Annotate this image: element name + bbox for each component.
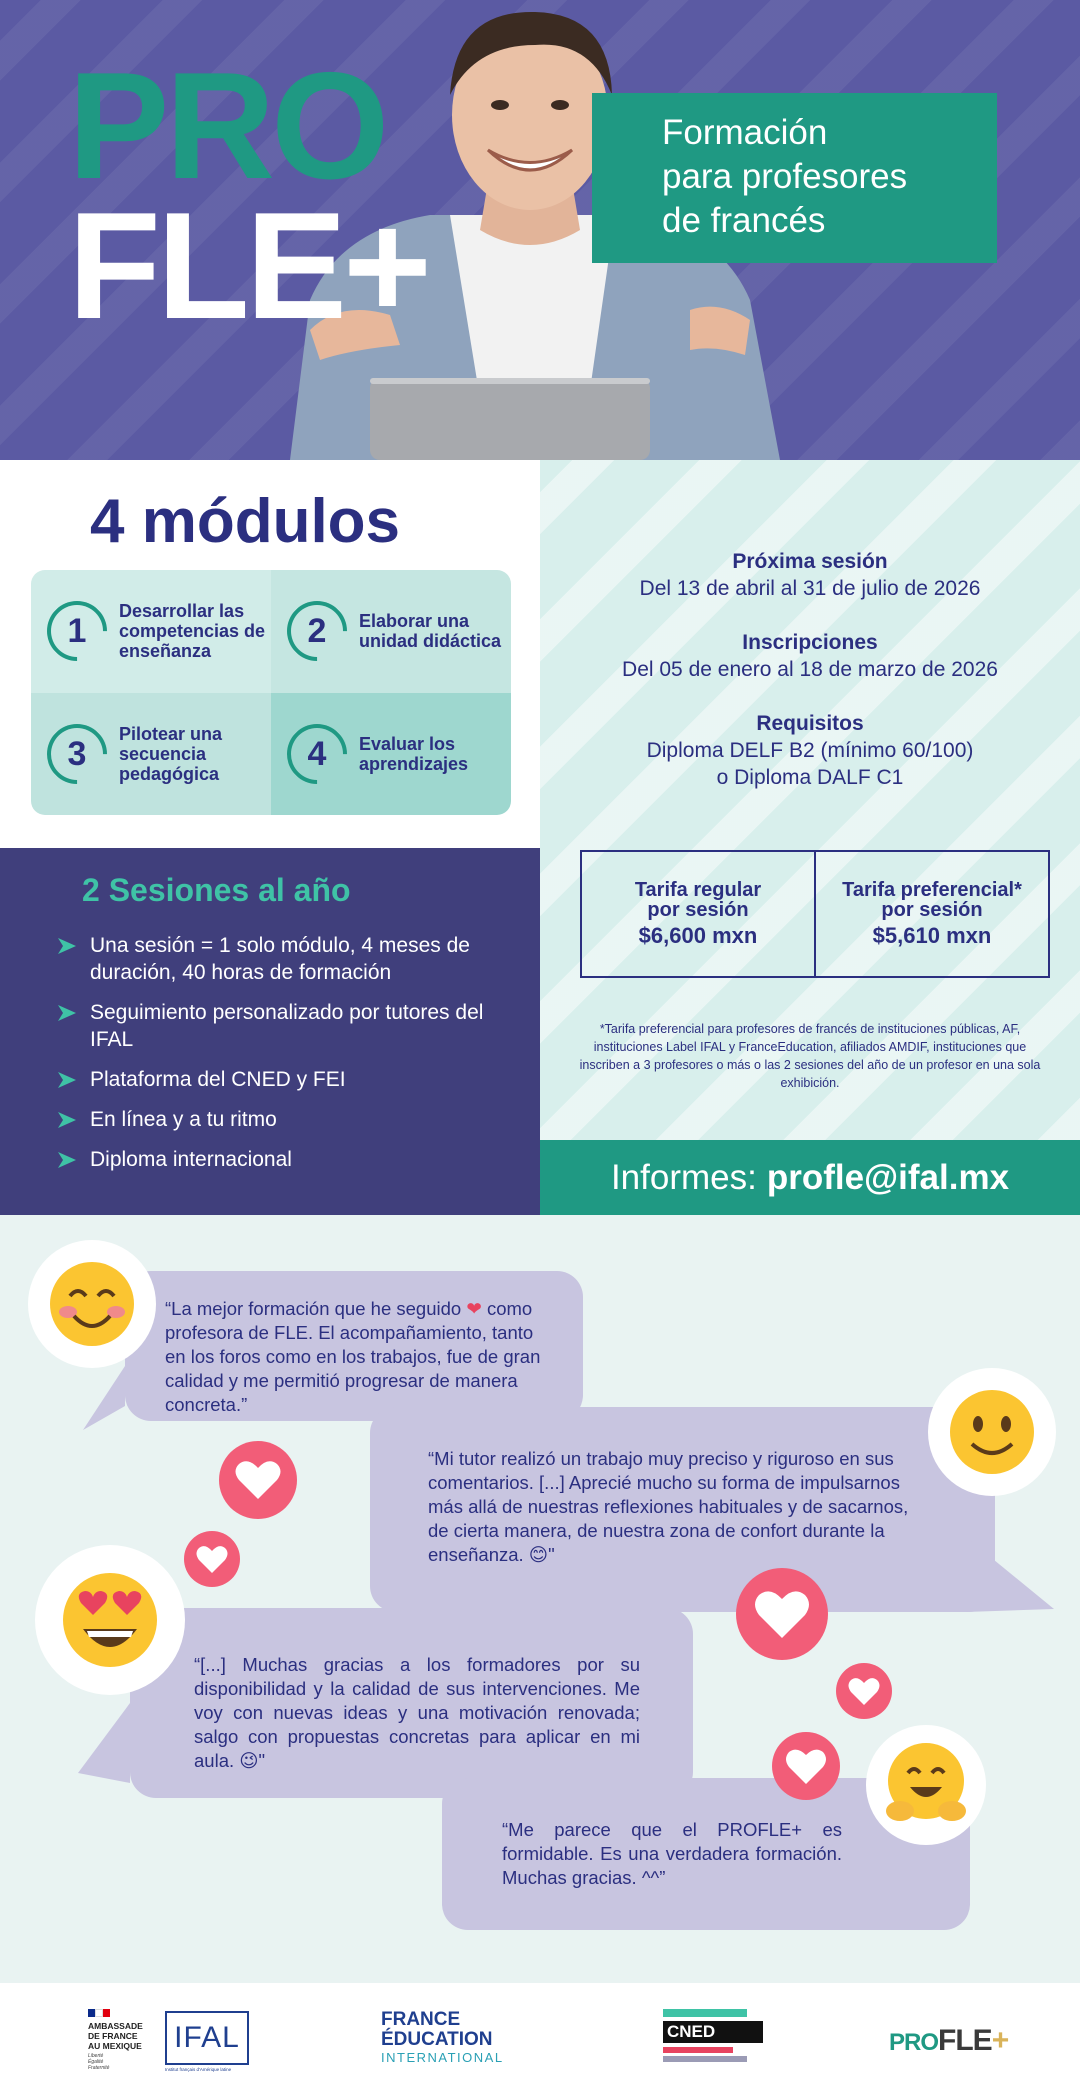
heart-icon — [219, 1441, 297, 1519]
module-label: Pilotear una secuencia pedagógica — [119, 723, 223, 784]
heart-icon: ❤ — [466, 1298, 482, 1319]
profle-logo — [889, 2025, 1008, 2059]
module-item — [271, 570, 511, 693]
list-item — [56, 932, 516, 986]
arrow-right-icon — [56, 1110, 78, 1130]
testimonial-bubble — [370, 1407, 995, 1612]
tagline-box — [592, 93, 997, 263]
tariffs-table — [580, 850, 1050, 978]
ifal-caption: Institut français d'Amérique latine — [165, 2067, 232, 2072]
heart-eyes-emoji-icon — [35, 1545, 185, 1695]
modules-section — [0, 460, 540, 848]
sessions-list — [56, 932, 516, 1186]
arrow-right-icon — [56, 1003, 78, 1023]
tariff-preferential — [814, 852, 1048, 976]
embassy-motto-line: Égalité — [88, 2059, 104, 2065]
heart-icon — [772, 1732, 840, 1800]
registration-block — [540, 629, 1080, 683]
registration-dates: Del 05 de enero al 18 de marzo de 2026 — [622, 658, 998, 681]
profle-logo-plus: + — [991, 2024, 1009, 2057]
list-item — [56, 1146, 516, 1173]
hugging-face-emoji-icon — [866, 1725, 986, 1845]
tariff-regular — [582, 852, 814, 976]
fei-line: INTERNATIONAL — [381, 2050, 504, 2065]
next-session-heading: Próxima sesión — [732, 550, 888, 573]
requirements-block — [540, 710, 1080, 791]
list-item — [56, 1066, 516, 1093]
list-item-text: Seguimiento personalizado por tutores del IFAL — [90, 1001, 484, 1051]
list-item — [56, 1106, 516, 1133]
embassy-logo — [88, 2009, 160, 2071]
module-label: Evaluar los aprendizajes — [359, 733, 469, 774]
list-item-text: En línea y a tu ritmo — [90, 1108, 277, 1131]
embassy-name-line: AMBASSADE — [88, 2021, 143, 2031]
testimonial-text: “Mi tutor realizó un trabajo muy preciso y riguroso en sus comentarios. [...] Aprecié mucho su forma de impulsarnos más allá de nuestras reflexiones habituales y de sacarnos, de cierta manera, de nuestra zona de confort durante la enseñanza. 😊" — [428, 1448, 909, 1565]
bubble-tail — [966, 1537, 1056, 1612]
heart-icon — [836, 1663, 892, 1719]
module-label: Desarrollar las competencias de enseñanza — [119, 601, 266, 662]
testimonial-text: “[...] Muchas gracias a los formadores por su disponibilidad y la calidad de sus intervenciones. Me voy con nuevas ideas y una motivación renovada; salgo con propuestas concretas para aplicar en mi aula. 😉" — [194, 1654, 640, 1771]
module-item — [271, 693, 511, 816]
testimonial-bubble — [130, 1608, 693, 1798]
testimonials-section — [0, 1215, 1080, 1983]
embassy-name-line: DE FRANCE — [88, 2031, 138, 2041]
module-number: 4 — [307, 734, 327, 773]
bubble-tail — [83, 1366, 153, 1436]
module-number-badge — [35, 589, 120, 674]
tariff-price: $6,600 mxn — [638, 923, 758, 948]
french-flag-icon — [88, 2009, 110, 2017]
list-item — [56, 999, 516, 1053]
tariff-sublabel: por sesión — [881, 899, 983, 921]
module-item — [31, 570, 271, 693]
cned-logo — [663, 2009, 763, 2069]
testimonial-text — [165, 1297, 555, 1417]
testimonial-text-part: “La mejor formación que he seguido — [165, 1298, 467, 1319]
heart-icon — [736, 1568, 828, 1660]
fei-line: ÉDUCATION — [381, 2029, 493, 2050]
testimonial-bubble — [125, 1271, 583, 1421]
bubble-tail — [78, 1703, 148, 1783]
partner-logos — [0, 1983, 1080, 2099]
next-session-dates: Del 13 de abril al 31 de julio de 2026 — [639, 577, 981, 600]
module-number-badge — [35, 711, 120, 796]
registration-heading: Inscripciones — [742, 631, 878, 654]
embassy-motto-line: Fraternité — [88, 2065, 110, 2071]
arrow-right-icon — [56, 936, 78, 956]
module-number-badge — [275, 711, 360, 796]
arrow-right-icon — [56, 1150, 78, 1170]
tariff-price: $5,610 mxn — [872, 923, 992, 948]
modules-grid — [31, 570, 511, 815]
tagline-line: Formación — [662, 113, 828, 152]
ifal-logo — [165, 2011, 249, 2072]
embassy-name-line: AU MEXIQUE — [88, 2041, 142, 2051]
requirements-line: Diploma DELF B2 (mínimo 60/100) — [646, 739, 974, 762]
tariff-label: Tarifa regular — [634, 879, 762, 901]
requirements-heading: Requisitos — [756, 712, 864, 735]
modules-title: 4 módulos — [90, 487, 401, 556]
module-item — [31, 693, 271, 816]
requirements-line: o Diploma DALF C1 — [716, 766, 904, 789]
contact-label: Informes: — [610, 1157, 757, 1197]
next-session-block — [540, 548, 1080, 602]
list-item-text: Una sesión = 1 solo módulo, 4 meses de duración, 40 horas de formación — [90, 934, 470, 984]
cned-wordmark: CNED — [663, 2021, 763, 2043]
hero-banner — [0, 0, 1080, 460]
tariff-sublabel: por sesión — [647, 899, 749, 921]
testimonial-text: “Me parece que el PROFLE+ es formidable. Es una verdadera formación. Muchas gracias. ^^” — [502, 1819, 842, 1888]
tariff-footnote: *Tarifa preferencial para profesores de francés de instituciones públicas, AF, instituciones Label IFAL y FranceEducation, afiliados AMDIF, instituciones que inscriben a 3 profesores o más o las 2 sesiones del año de un profesor en una sola exhibición. — [579, 1022, 1041, 1090]
logo-pro-text: PRO — [68, 41, 386, 211]
slightly-smiling-emoji-icon — [928, 1368, 1056, 1496]
module-number-badge — [275, 589, 360, 674]
tagline-line: para profesores — [662, 157, 908, 196]
contact-email-link[interactable]: profle@ifal.mx — [766, 1157, 1010, 1197]
list-item-text: Plataforma del CNED y FEI — [90, 1068, 346, 1091]
contact-banner — [540, 1140, 1080, 1215]
sessions-section — [0, 848, 540, 1215]
module-number: 1 — [67, 611, 87, 650]
arrow-right-icon — [56, 1070, 78, 1090]
fei-line: FRANCE — [381, 2009, 461, 2030]
list-item-text: Diploma internacional — [90, 1148, 292, 1171]
heart-icon — [184, 1531, 240, 1587]
module-number: 3 — [67, 734, 87, 773]
france-education-logo — [381, 2010, 521, 2066]
tariff-label: Tarifa preferencial* — [842, 879, 1022, 901]
profle-logo-fle: FLE — [938, 2024, 992, 2057]
tagline-line: de francés — [662, 201, 826, 240]
sessions-title: 2 Sesiones al año — [82, 872, 351, 908]
testimonial-text-part: como profesora de FLE. El acompañamiento, tanto en los foros como en los trabajos, fue de gran calidad y me permitió progresar de manera concreta.” — [165, 1298, 541, 1415]
embassy-motto-line: Liberté — [88, 2053, 104, 2059]
smiling-face-emoji-icon — [28, 1240, 156, 1368]
profle-logo-pro: PRO — [889, 2029, 939, 2056]
module-number: 2 — [307, 611, 327, 650]
ifal-wordmark: IFAL — [165, 2011, 249, 2065]
info-section — [540, 460, 1080, 1140]
module-label: Elaborar una unidad didáctica — [359, 611, 502, 652]
logo-fle-text: FLE+ — [68, 181, 428, 351]
